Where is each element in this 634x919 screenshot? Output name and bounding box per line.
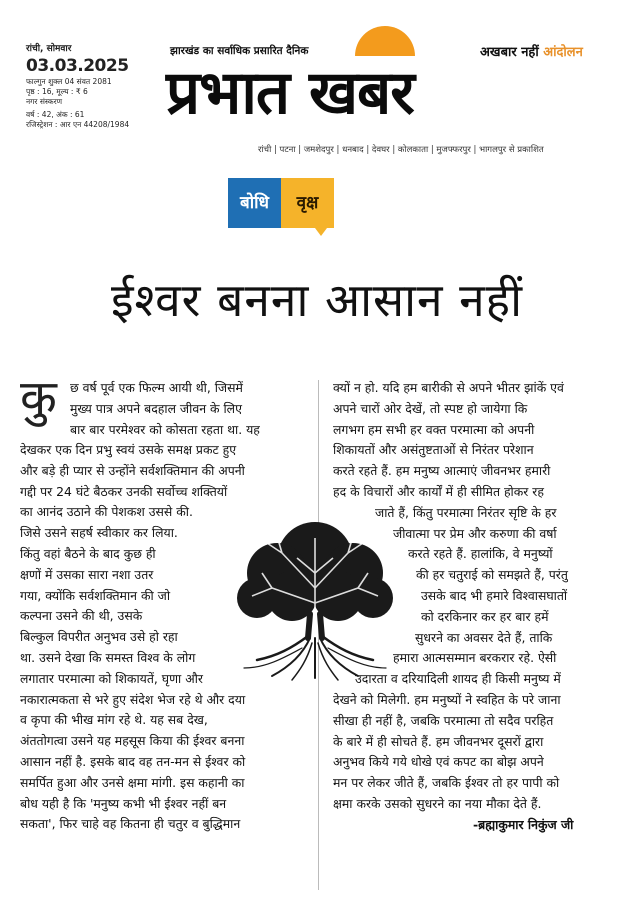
registration: रजिस्ट्रेशन : आर एन 44208/1984 xyxy=(26,120,130,129)
article-line: क्यों न हो. यदि हम बारीकी से अपने भीतर झांकें एवं xyxy=(333,380,564,395)
city-day: रांची, सोमवार xyxy=(26,44,72,54)
article-line: हद के विचारों और कार्यों में ही सीमित होकर रह xyxy=(333,483,544,499)
article-line: और बड़े ही प्यार से उन्होंने सर्वशक्तिमान की अपनी xyxy=(20,462,245,478)
year-issue: वर्ष : 42, अंक : 61 xyxy=(26,110,85,119)
article-column-left xyxy=(20,440,245,835)
newspaper-logo: प्रभात खबर xyxy=(166,58,414,128)
article-line: शिकायतों और असंतुष्टताओं से निरंतर परेशान xyxy=(333,442,534,458)
article-line: जिसे उसने सहर्ष स्वीकार कर लिया. xyxy=(20,525,178,541)
edition-label: नगर संस्करण xyxy=(26,97,63,106)
article-line: गया, क्योंकि सर्वशक्तिमान की जो xyxy=(20,587,171,603)
article-line: समर्पित हुआ और उनसे क्षमा मांगी. इस कहानी का xyxy=(20,774,245,790)
tagline-right xyxy=(480,42,583,60)
article-signature: -ब्रह्माकुमार निकुंज जी xyxy=(473,816,574,832)
article-line: जाते हैं, किंतु परमात्मा निरंतर सृष्टि के हर xyxy=(375,504,557,520)
article-line: मुख्य पात्र अपने बदहाल जीवन के लिए xyxy=(70,400,242,416)
editions-line: रांची | पटना | जमशेदपुर | धनबाद | देवघर | कोलकाता | मुजफ्फरपुर | भागलपुर से प्रकाशित xyxy=(258,145,544,155)
article-line: को दरकिनार कर हर बार हमें xyxy=(421,608,549,624)
sun-logo-icon xyxy=(355,26,415,56)
article-line: था. उसने देखा कि समस्त विश्व के लोग xyxy=(20,649,196,665)
section-label-left: बोधि xyxy=(228,178,281,228)
masthead xyxy=(0,0,634,170)
article-line: उसके बाद भी हमारे विश्वासघातों xyxy=(421,587,568,603)
article-line: सुधरने का अवसर देते हैं, ताकि xyxy=(415,629,553,645)
tagline-right-accent: आंदोलन xyxy=(543,45,583,60)
section-banner xyxy=(176,178,334,234)
article-line: उदारता व दरियादिली शायद ही किसी मनुष्य में xyxy=(355,671,561,687)
article-line: हमारा आत्मसम्मान बरकरार रहे. ऐसी xyxy=(393,650,557,666)
article-line: बिल्कुल विपरीत अनुभव उसे हो रहा xyxy=(20,629,178,645)
banner-pointer xyxy=(315,228,327,236)
issue-date: 03.03.2025 xyxy=(26,56,129,76)
article-line: क्षमा करके उसको सुधरने का नया मौका देते हैं. xyxy=(333,795,542,811)
tagline-left: झारखंड का सर्वाधिक प्रसारित दैनिक xyxy=(170,45,309,57)
article-line: बार बार परमेश्वर को कोसता रहता था. यह xyxy=(70,421,260,437)
article-line: अपने चारों ओर देखें, तो स्पष्ट हो जायेगा कि xyxy=(333,400,528,416)
article-line: आसान नहीं है. इसके बाद वह तन-मन से ईश्वर को xyxy=(20,753,246,769)
pages-price: पृष्ठ : 16, मूल्य : ₹ 6 xyxy=(26,87,88,96)
article-line: करते रहते हैं. हालांकि, वे मनुष्यों xyxy=(408,546,553,562)
article-line: देखने को मिलेगी. हम मनुष्यों ने स्वहित के परे जाना xyxy=(333,691,561,707)
article-line: की हर चतुराई को समझते हैं, परंतु xyxy=(416,567,568,583)
tagline-right-main: अखबार नहीं xyxy=(480,45,539,60)
article-line: का आनंद उठाने की पेशकश उससे की. xyxy=(20,504,193,520)
article-line: अंततोगत्वा उसने यह महसूस किया की ईश्वर बनना xyxy=(20,733,245,749)
article-line: देखकर एक दिन प्रभु स्वयं उसके समक्ष प्रकट हुए xyxy=(20,442,237,457)
article-line: व कृपा की भीख मांग रहे थे. यह सब देख, xyxy=(20,712,208,728)
issue-info xyxy=(26,44,141,130)
article-line: गद्दी पर 24 घंटे बैठकर उनकी सर्वोच्च शक्तियों xyxy=(20,483,228,499)
article-line: सीखा ही नहीं है, जबकि परमात्मा तो सदैव परहित xyxy=(333,712,554,728)
article-line: जीवात्मा पर प्रेम और करुणा की वर्षा xyxy=(393,525,557,541)
tree-illustration-icon xyxy=(232,518,398,682)
article-headline: ईश्वर बनना आसान नहीं xyxy=(110,273,524,327)
article-line: नकारात्मकता से भरे हुए संदेश भेज रहे थे और दया xyxy=(20,691,246,707)
article-line: कल्पना उसने की थी, उसके xyxy=(20,608,143,624)
section-label-right: वृक्ष xyxy=(281,178,334,228)
article-line: छ वर्ष पूर्व एक फिल्म आयी थी, जिसमें xyxy=(70,380,243,395)
article-line: करते रहते हैं. हम मनुष्य आत्माएं जीवनभर हमारी xyxy=(333,463,551,479)
article-line: लगातार परमात्मा को शिकायतें, घृणा और xyxy=(20,670,203,686)
article-line: क्षणों में उसका सारा नशा उतर xyxy=(20,566,154,582)
article-line: किंतु वहां बैठने के बाद कुछ ही xyxy=(20,545,156,561)
article-line: लगभग हम सभी हर वक्त परमात्मा को अपनी xyxy=(333,421,535,437)
drop-cap: कु xyxy=(20,370,57,426)
article-column-left-intro xyxy=(70,378,260,440)
article-line: सकता', फिर चाहे वह कितना ही चतुर व बुद्धिमान xyxy=(20,816,241,832)
article-line: बोध यही है कि 'मनुष्य कभी भी ईश्वर नहीं बन xyxy=(20,795,227,811)
article-line: अनुभव किये गये धोखे एवं कपट का बोझ अपने xyxy=(333,754,544,770)
panchang: फाल्गुन शुक्ल 04 संवत 2081 xyxy=(26,77,112,86)
article-line: के बारे में ही सोचते हैं. हम जीवनभर दूसरों द्वारा xyxy=(333,733,544,749)
article-line: मन पर लेकर जीते हैं, जबकि ईश्वर तो हर पापी को xyxy=(333,775,560,791)
